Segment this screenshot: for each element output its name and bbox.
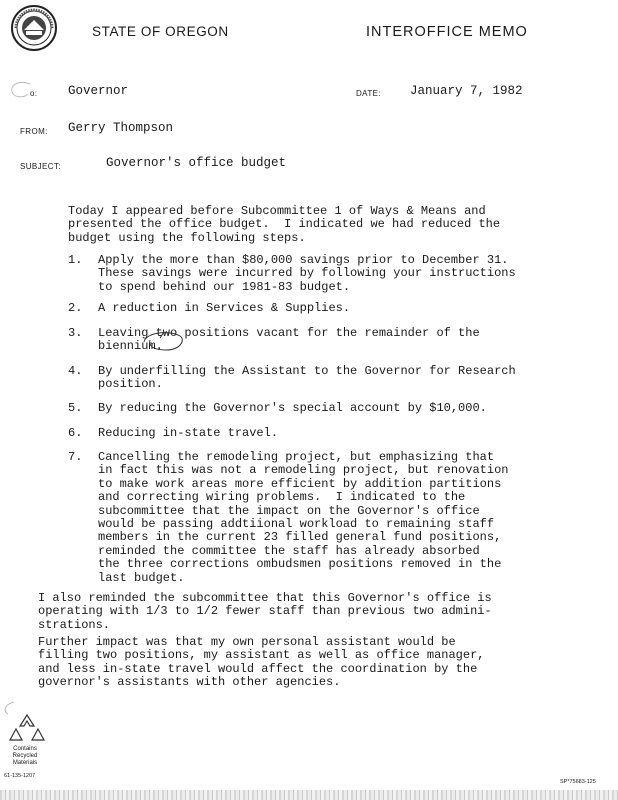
form-number-right: SP*75683-125 — [560, 779, 596, 785]
step-line: biennium. — [98, 339, 163, 354]
paragraph-line: strations. — [38, 617, 111, 632]
recycle-caption-line: Contains — [13, 746, 37, 752]
step-line: position. — [98, 377, 163, 392]
step-line: and correcting wiring problems. I indicated to the — [98, 490, 466, 505]
step-line: to make work areas more efficient by addition partitions — [98, 476, 502, 491]
step-line: reminded the committee the staff has already absorbed — [98, 543, 480, 558]
step-line: Cancelling the remodeling project, but emphasizing that — [98, 450, 495, 464]
paragraph-line: and less in-state travel would affect the coordination by the — [38, 661, 478, 676]
step-line: would be passing addtiional workload to remaining staff — [98, 517, 495, 532]
recycle-caption — [8, 746, 42, 767]
step-line: Reducing in-state travel. — [98, 426, 279, 440]
paragraph-line: Further impact was that my own personal assistant would be — [38, 635, 456, 649]
margin-mark-icon — [6, 80, 32, 100]
state-seal-icon — [10, 4, 58, 52]
recycle-caption-line: Materials — [12, 760, 38, 766]
from-value: Gerry Thompson — [68, 121, 174, 135]
subject-label: SUBJECT: — [20, 162, 61, 171]
step-line: to spend behind our 1981-83 budget. — [98, 279, 351, 294]
paragraph-staff — [38, 592, 492, 632]
step-number: 5. — [68, 401, 83, 415]
step-line: By underfilling the Assistant to the Governor for Research — [98, 364, 516, 378]
state-name: STATE OF OREGON — [92, 24, 229, 39]
scan-edge-strip — [0, 790, 618, 800]
date-label: DATE: — [356, 89, 381, 98]
step-line: Apply the more than $80,000 savings prior to December 31. — [98, 253, 509, 267]
step-number: 4. — [68, 364, 83, 378]
step-line: Leaving two positions vacant for the remainder of the — [98, 326, 480, 340]
intro-line: Today I appeared before Subcommittee 1 of Ways & Means and — [68, 204, 486, 218]
to-label: o: — [30, 89, 38, 98]
step-line: the three corrections ombudsmen positions removed in the — [98, 557, 502, 572]
paragraph-line: governor's assistants with other agencies. — [38, 675, 341, 690]
paragraph-line: operating with 1/3 to 1/2 fewer staff than previous two admini- — [38, 604, 492, 619]
form-number-left: 61-135-1207 — [4, 773, 36, 779]
step-line: in fact this was not a remodeling project, but renovation — [98, 463, 509, 478]
step-line: last budget. — [98, 570, 185, 585]
intro-line: presented the office budget. I indicated we had reduced the — [68, 217, 501, 232]
subject-value: Governor's office budget — [106, 156, 287, 170]
step-line: subcommittee that the impact on the Governor's office — [98, 503, 480, 518]
handwritten-circle-icon — [140, 328, 188, 352]
recycle-icon — [6, 712, 48, 744]
intro-line: budget using the following steps. — [68, 230, 306, 245]
step-number: 2. — [68, 301, 83, 315]
step-line: By reducing the Governor's special account by $10,000. — [98, 401, 487, 415]
step-number: 7. — [68, 450, 83, 464]
step-number: 6. — [68, 426, 83, 440]
step-number: 3. — [68, 326, 83, 340]
date-value: January 7, 1982 — [410, 84, 523, 98]
paragraph-line: I also reminded the subcommittee that this Governor's office is — [38, 591, 492, 605]
intro-paragraph — [68, 205, 500, 245]
step-line: members in the current 23 filled general fund positions, — [98, 530, 502, 545]
step-line: These savings were incurred by following your instructions — [98, 266, 516, 281]
recycle-caption-line: Recycled — [12, 753, 38, 759]
step-number: 1. — [68, 253, 83, 267]
memo-title: INTEROFFICE MEMO — [366, 24, 528, 40]
paragraph-line: filling two positions, my assistant as well as office manager, — [38, 648, 485, 663]
step-line: A reduction in Services & Supplies. — [98, 301, 351, 315]
from-label: FROM: — [20, 127, 48, 136]
to-value: Governor — [68, 84, 129, 98]
paragraph-impact — [38, 636, 484, 690]
